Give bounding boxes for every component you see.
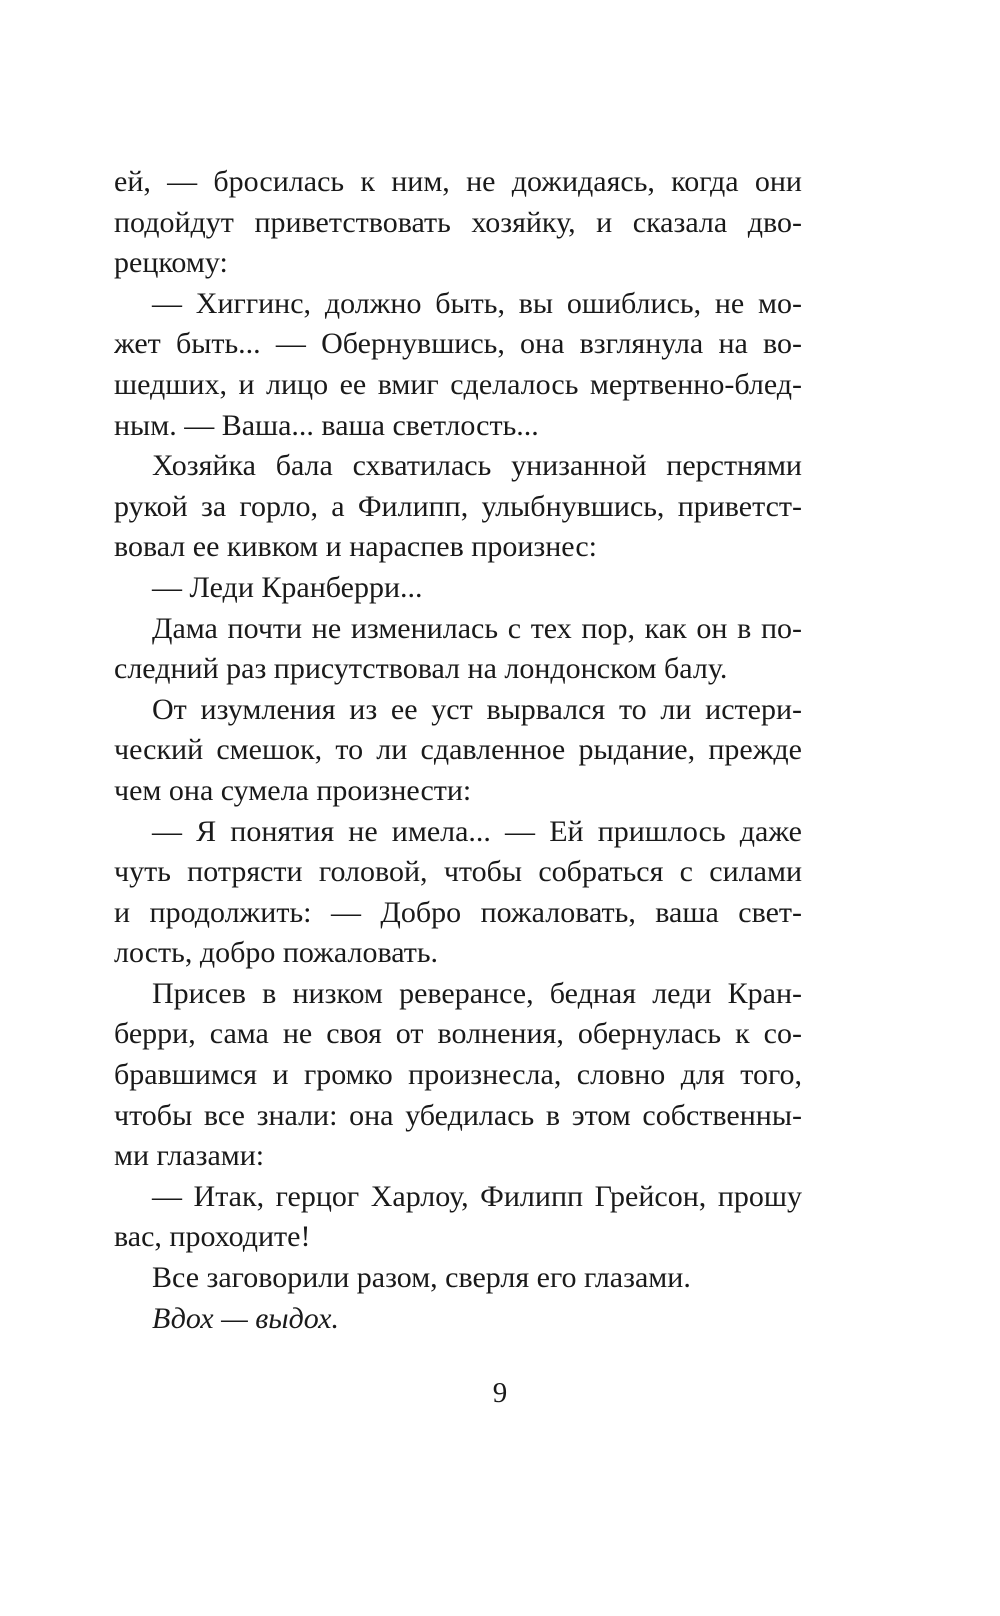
- text-line: ми глазами:: [114, 1139, 265, 1173]
- text-line: — Я понятия не имела... — Ей пришлось даже: [152, 814, 802, 848]
- text-line: Вдох — выдох.: [152, 1301, 339, 1335]
- text-line: бравшимся и громко произнесла, словно для того,: [114, 1058, 802, 1092]
- text-line: вас, проходите!: [114, 1220, 311, 1254]
- text-line: чем она сумела произнести:: [114, 773, 472, 807]
- text-line: жет быть... — Обернувшись, она взглянула на во-: [114, 327, 802, 361]
- text-line: Все заговорили разом, сверля его глазами.: [152, 1261, 691, 1295]
- text-line: берри, сама не своя от волнения, обернулась к со-: [114, 1017, 802, 1051]
- text-line: чтобы все знали: она убедилась в этом собственны-: [114, 1098, 802, 1132]
- text-line: Хозяйка бала схватилась унизанной перстнями: [152, 449, 802, 483]
- text-line: ей, — бросилась к ним, не дожидаясь, когда они: [114, 165, 802, 198]
- page-number: 9: [492, 1377, 508, 1409]
- text-line: подойдут приветствовать хозяйку, и сказала дво-: [114, 205, 802, 239]
- text-line: Присев в низком реверансе, бедная леди Кран-: [152, 976, 802, 1010]
- text-line: — Итак, герцог Харлоу, Филипп Грейсон, прошу: [152, 1179, 802, 1213]
- text-line: следний раз присутствовал на лондонском балу.: [114, 652, 728, 686]
- text-line: рецкому:: [114, 246, 228, 280]
- text-line: ческий смешок, то ли сдавленное рыдание, прежде: [114, 733, 802, 767]
- text-line: вовал ее кивком и нараспев произнес:: [114, 530, 597, 564]
- text-line: шедших, и лицо ее вмиг сделалось мертвенно-блед-: [114, 367, 802, 401]
- text-line: лость, добро пожаловать.: [114, 936, 439, 970]
- text-line: ным. — Ваша... ваша светлость...: [114, 408, 539, 442]
- text-line: От изумления из ее уст вырвался то ли истери-: [152, 692, 802, 726]
- text-line: рукой за горло, а Филипп, улыбнувшись, приветст-: [114, 489, 802, 523]
- page-body: [114, 162, 802, 1339]
- text-line: чуть потрясти головой, чтобы собраться с силами: [114, 855, 802, 889]
- text-line: Дама почти не изменилась с тех пор, как он в по-: [152, 611, 802, 645]
- text-line: — Хиггинс, должно быть, вы ошиблись, не мо-: [152, 286, 802, 320]
- text-line: и продолжить: — Добро пожаловать, ваша свет-: [114, 895, 802, 929]
- text-line: — Леди Кранберри...: [152, 570, 423, 604]
